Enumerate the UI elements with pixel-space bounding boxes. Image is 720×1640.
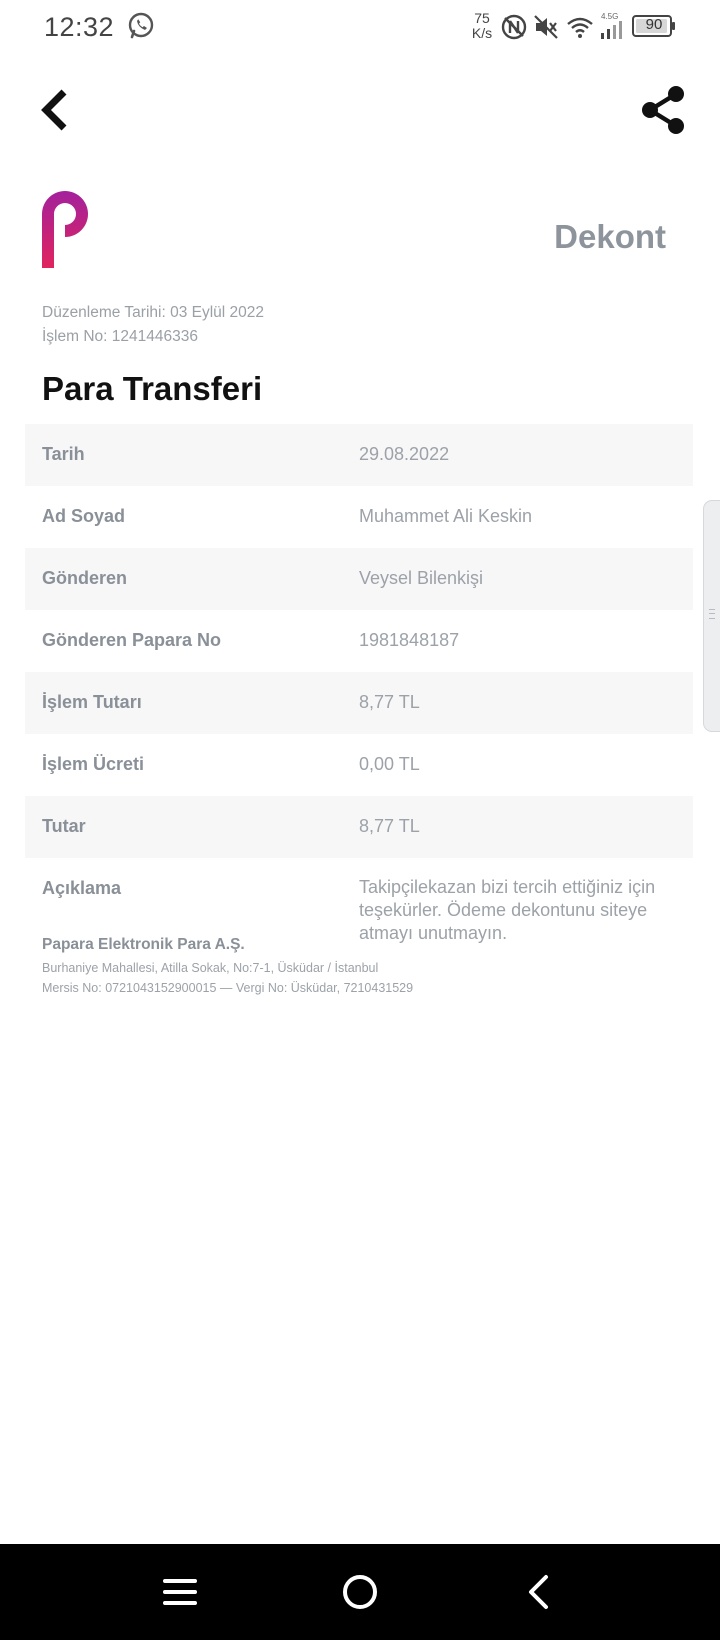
- table-row: [25, 734, 693, 796]
- share-button[interactable]: [638, 84, 688, 136]
- signal-icon: [598, 13, 626, 41]
- back-button[interactable]: [36, 86, 76, 134]
- scroll-handle[interactable]: [703, 500, 720, 732]
- row-label: Tarih: [42, 444, 85, 464]
- status-bar: [0, 0, 720, 56]
- share-icon: [642, 86, 684, 134]
- mute-icon: [532, 13, 560, 41]
- row-value: Veysel Bilenkişi: [359, 568, 484, 588]
- company-registry: Mersis No: 0721043152900015 — Vergi No: Üsküdar, 7210431529: [42, 981, 414, 995]
- wifi-icon: [566, 13, 594, 41]
- row-label: Tutar: [42, 816, 86, 836]
- row-label: İşlem Ücreti: [42, 754, 145, 774]
- svg-text:4.5G: 4.5G: [601, 13, 619, 21]
- menu-icon[interactable]: [156, 1568, 204, 1616]
- details-table: [25, 424, 693, 943]
- nfc-icon: [500, 13, 528, 41]
- row-label: Gönderen: [42, 568, 128, 588]
- network-speed: 75 K/s: [471, 10, 493, 41]
- row-value: 0,00 TL: [359, 754, 420, 774]
- company-address: Burhaniye Mahallesi, Atilla Sokak, No:7-1, Üsküdar / İstanbul: [42, 961, 379, 975]
- navigation-bar: [0, 1544, 720, 1640]
- row-value: 8,77 TL: [359, 692, 420, 712]
- status-time: 12:32: [44, 12, 115, 42]
- row-value: Takipçilekazan bizi tercih ettiğiniz için teşekürler. Ödeme dekontunu siteye atmayı unutmayın.: [359, 877, 656, 943]
- row-value: 29.08.2022: [359, 444, 450, 464]
- transaction-number: İşlem No: 1241446336: [42, 328, 198, 345]
- row-value: Muhammet Ali Keskin: [359, 506, 533, 526]
- page-title: Para Transferi: [42, 370, 263, 407]
- home-icon[interactable]: [336, 1568, 384, 1616]
- papara-logo: [40, 190, 92, 270]
- row-label: İşlem Tutarı: [42, 692, 142, 712]
- issue-date: Düzenleme Tarihi: 03 Eylül 2022: [42, 304, 265, 321]
- table-row: [25, 548, 693, 610]
- table-row: [25, 486, 693, 548]
- row-label: Gönderen Papara No: [42, 630, 222, 650]
- back-icon[interactable]: [516, 1568, 564, 1616]
- row-value: 8,77 TL: [359, 816, 420, 836]
- document-type-title: Dekont: [554, 218, 666, 255]
- row-label: Ad Soyad: [42, 506, 126, 526]
- table-row: [25, 672, 693, 734]
- table-row: [25, 610, 693, 672]
- table-row: [25, 858, 693, 943]
- battery-level: 90: [645, 16, 663, 33]
- row-value: 1981848187: [359, 630, 460, 650]
- table-row: [25, 424, 693, 486]
- whatsapp-icon: [126, 11, 156, 41]
- row-label: Açıklama: [42, 878, 122, 898]
- company-name: Papara Elektronik Para A.Ş.: [42, 936, 245, 953]
- table-row: [25, 796, 693, 858]
- grip-icon: [709, 609, 715, 619]
